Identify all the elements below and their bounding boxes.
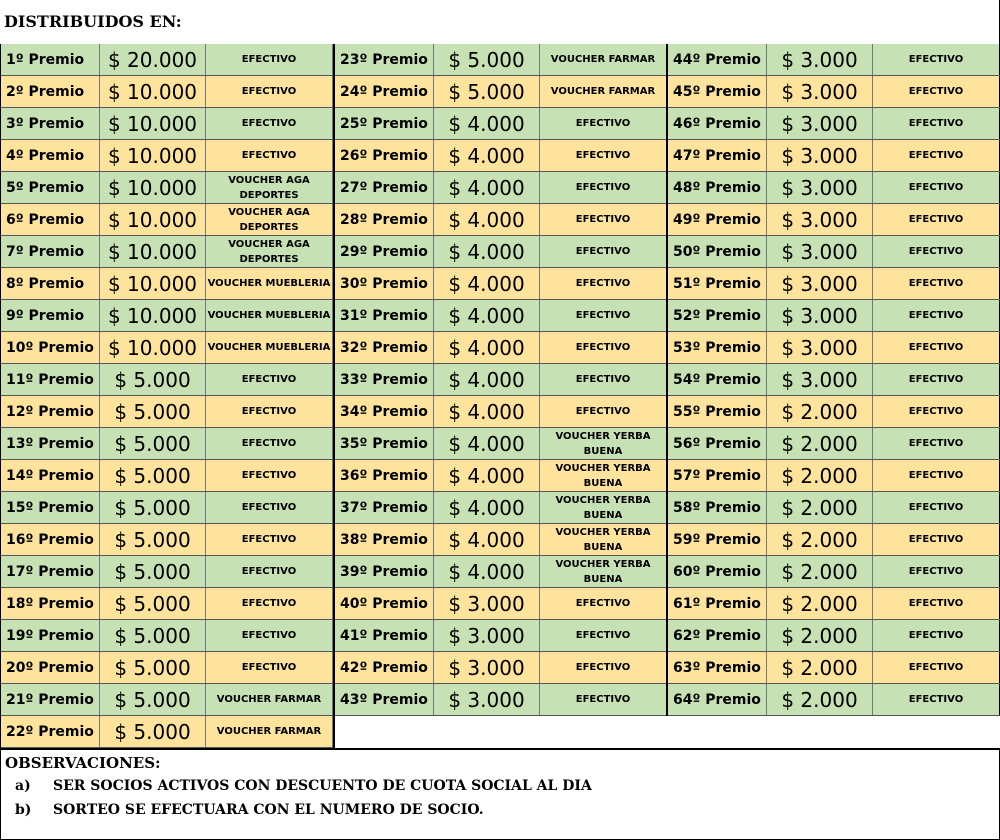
prize-row (334, 44, 667, 76)
prize-type: EFECTIVO (206, 140, 333, 171)
prize-rank: 45º Premio (667, 76, 767, 107)
prize-rank: 30º Premio (334, 268, 434, 299)
prize-type: EFECTIVO (540, 172, 667, 203)
prize-rank: 59º Premio (667, 524, 767, 555)
prize-row (667, 428, 1000, 460)
prize-rank: 14º Premio (0, 460, 100, 491)
prize-type: EFECTIVO (540, 396, 667, 427)
prize-rank: 17º Premio (0, 556, 100, 587)
prize-row (667, 364, 1000, 396)
prize-amount: $ 4.000 (434, 492, 540, 523)
prize-type: EFECTIVO (540, 684, 667, 715)
prize-amount: $ 3.000 (767, 204, 873, 235)
prize-row (0, 428, 333, 460)
prize-type: VOUCHER MUEBLERIA (206, 268, 333, 299)
prize-amount: $ 3.000 (434, 652, 540, 683)
prize-type: EFECTIVO (206, 492, 333, 523)
prize-rank: 16º Premio (0, 524, 100, 555)
prize-amount: $ 2.000 (767, 524, 873, 555)
prize-amount: $ 4.000 (434, 396, 540, 427)
prize-row (667, 300, 1000, 332)
prize-row (334, 268, 667, 300)
prize-amount: $ 2.000 (767, 588, 873, 619)
column-divider (333, 44, 335, 748)
prize-type: VOUCHER YERBA BUENA (540, 428, 667, 459)
prize-rank: 46º Premio (667, 108, 767, 139)
prize-amount: $ 5.000 (434, 76, 540, 107)
prize-rank: 23º Premio (334, 44, 434, 75)
prize-amount: $ 4.000 (434, 524, 540, 555)
prize-row (0, 332, 333, 364)
prize-amount: $ 5.000 (100, 588, 206, 619)
prize-row (334, 396, 667, 428)
prize-type: VOUCHER YERBA BUENA (540, 556, 667, 587)
prize-row (667, 556, 1000, 588)
prize-amount: $ 4.000 (434, 556, 540, 587)
prize-amount: $ 3.000 (767, 332, 873, 363)
prize-rank: 6º Premio (0, 204, 100, 235)
prize-row (667, 236, 1000, 268)
prize-rank: 5º Premio (0, 172, 100, 203)
prize-amount: $ 2.000 (767, 428, 873, 459)
prize-rank: 4º Premio (0, 140, 100, 171)
prize-row (0, 364, 333, 396)
prize-row (667, 684, 1000, 716)
prize-rank: 28º Premio (334, 204, 434, 235)
prize-rank: 29º Premio (334, 236, 434, 267)
prize-amount: $ 2.000 (767, 620, 873, 651)
prize-type: VOUCHER MUEBLERIA (206, 300, 333, 331)
prize-type: EFECTIVO (540, 204, 667, 235)
prize-rank: 39º Premio (334, 556, 434, 587)
prize-row (334, 460, 667, 492)
prize-row (0, 556, 333, 588)
prize-row (334, 684, 667, 716)
prize-amount: $ 3.000 (767, 172, 873, 203)
prize-amount: $ 4.000 (434, 332, 540, 363)
prize-row (334, 332, 667, 364)
prize-rank: 50º Premio (667, 236, 767, 267)
prize-rank: 44º Premio (667, 44, 767, 75)
prize-rank: 53º Premio (667, 332, 767, 363)
prize-amount: $ 3.000 (434, 684, 540, 715)
prize-type: EFECTIVO (873, 652, 1000, 683)
prize-row (334, 140, 667, 172)
prize-rank: 35º Premio (334, 428, 434, 459)
prize-row (0, 620, 333, 652)
prize-rank: 20º Premio (0, 652, 100, 683)
prize-type: EFECTIVO (873, 108, 1000, 139)
prize-type: EFECTIVO (873, 492, 1000, 523)
prize-rank: 22º Premio (0, 716, 100, 747)
prize-rank: 24º Premio (334, 76, 434, 107)
prize-amount: $ 2.000 (767, 492, 873, 523)
prize-row (667, 44, 1000, 76)
prize-amount: $ 5.000 (100, 652, 206, 683)
prize-type: VOUCHER AGA DEPORTES (206, 172, 333, 203)
prize-table (0, 44, 1000, 748)
prize-amount: $ 5.000 (100, 620, 206, 651)
prize-type: EFECTIVO (540, 652, 667, 683)
observation-marker: b) (15, 802, 32, 818)
prize-type: EFECTIVO (873, 364, 1000, 395)
prize-amount: $ 3.000 (434, 588, 540, 619)
prize-row (667, 76, 1000, 108)
prize-rank: 42º Premio (334, 652, 434, 683)
prize-rank: 47º Premio (667, 140, 767, 171)
prize-amount: $ 3.000 (767, 44, 873, 75)
prize-rank: 40º Premio (334, 588, 434, 619)
prize-amount: $ 2.000 (767, 460, 873, 491)
prize-amount: $ 4.000 (434, 460, 540, 491)
prize-rank: 43º Premio (334, 684, 434, 715)
prize-type: EFECTIVO (873, 44, 1000, 75)
prize-rank: 15º Premio (0, 492, 100, 523)
prize-type: EFECTIVO (873, 524, 1000, 555)
prize-type: EFECTIVO (206, 524, 333, 555)
prize-type: EFECTIVO (873, 588, 1000, 619)
prize-row (334, 108, 667, 140)
prize-amount: $ 4.000 (434, 108, 540, 139)
prize-rank: 33º Premio (334, 364, 434, 395)
prize-rank: 60º Premio (667, 556, 767, 587)
prize-rank: 38º Premio (334, 524, 434, 555)
prize-type: EFECTIVO (873, 556, 1000, 587)
prize-amount: $ 3.000 (767, 268, 873, 299)
prize-type: VOUCHER YERBA BUENA (540, 524, 667, 555)
prize-rank: 25º Premio (334, 108, 434, 139)
prize-row (334, 236, 667, 268)
prize-row (334, 172, 667, 204)
prize-amount: $ 10.000 (100, 268, 206, 299)
observations-box (0, 748, 1000, 840)
prize-type: EFECTIVO (873, 396, 1000, 427)
prize-rank: 31º Premio (334, 300, 434, 331)
prize-row (0, 588, 333, 620)
prize-rank: 52º Premio (667, 300, 767, 331)
prize-amount: $ 5.000 (100, 460, 206, 491)
prize-amount: $ 3.000 (767, 236, 873, 267)
prize-amount: $ 4.000 (434, 204, 540, 235)
prize-row (334, 492, 667, 524)
prize-amount: $ 3.000 (767, 108, 873, 139)
prize-row (0, 204, 333, 236)
prize-amount: $ 2.000 (767, 684, 873, 715)
prize-row (334, 204, 667, 236)
prize-rank: 8º Premio (0, 268, 100, 299)
prize-row (667, 268, 1000, 300)
prize-amount: $ 2.000 (767, 556, 873, 587)
prize-amount: $ 4.000 (434, 140, 540, 171)
prize-rank: 12º Premio (0, 396, 100, 427)
prize-type: EFECTIVO (206, 620, 333, 651)
prize-rank: 37º Premio (334, 492, 434, 523)
prize-type: EFECTIVO (873, 172, 1000, 203)
prize-row (334, 524, 667, 556)
observation-text: SER SOCIOS ACTIVOS CON DESCUENTO DE CUOTA SOCIAL AL DIA (53, 778, 592, 794)
prize-row (0, 108, 333, 140)
prize-type: VOUCHER FARMAR (206, 716, 333, 747)
prize-type: EFECTIVO (873, 684, 1000, 715)
prize-type: VOUCHER YERBA BUENA (540, 492, 667, 523)
observation-item (15, 802, 484, 818)
prize-type: EFECTIVO (873, 236, 1000, 267)
prize-row (0, 172, 333, 204)
prize-type: VOUCHER FARMAR (206, 684, 333, 715)
prize-rank: 51º Premio (667, 268, 767, 299)
prize-rank: 34º Premio (334, 396, 434, 427)
prize-amount: $ 5.000 (100, 428, 206, 459)
prize-type: EFECTIVO (873, 140, 1000, 171)
prize-amount: $ 5.000 (100, 684, 206, 715)
prize-amount: $ 10.000 (100, 108, 206, 139)
prize-type: EFECTIVO (206, 652, 333, 683)
prize-amount: $ 5.000 (100, 492, 206, 523)
prize-amount: $ 4.000 (434, 300, 540, 331)
prize-row (667, 492, 1000, 524)
prize-rank: 58º Premio (667, 492, 767, 523)
prize-amount: $ 5.000 (100, 556, 206, 587)
prize-row (0, 684, 333, 716)
prize-rank: 56º Premio (667, 428, 767, 459)
prize-amount: $ 5.000 (100, 524, 206, 555)
prize-row (334, 300, 667, 332)
prize-type: VOUCHER YERBA BUENA (540, 460, 667, 491)
prize-row (334, 364, 667, 396)
prize-amount: $ 10.000 (100, 300, 206, 331)
prize-type: EFECTIVO (540, 364, 667, 395)
prize-row (334, 428, 667, 460)
prize-type: EFECTIVO (873, 204, 1000, 235)
prize-amount: $ 10.000 (100, 204, 206, 235)
prize-row (0, 524, 333, 556)
prize-rank: 26º Premio (334, 140, 434, 171)
prize-type: EFECTIVO (206, 44, 333, 75)
prize-rank: 19º Premio (0, 620, 100, 651)
prize-row (667, 108, 1000, 140)
prize-type: EFECTIVO (206, 428, 333, 459)
page-title: DISTRIBUIDOS EN: (4, 12, 182, 31)
prize-rank: 13º Premio (0, 428, 100, 459)
prize-row (0, 396, 333, 428)
prize-row (334, 556, 667, 588)
prize-rank: 55º Premio (667, 396, 767, 427)
prize-rank: 27º Premio (334, 172, 434, 203)
prize-type: EFECTIVO (540, 620, 667, 651)
prize-amount: $ 2.000 (767, 396, 873, 427)
prize-row (0, 716, 333, 748)
prize-rank: 7º Premio (0, 236, 100, 267)
prize-rank: 11º Premio (0, 364, 100, 395)
prize-row (0, 460, 333, 492)
prize-row (667, 460, 1000, 492)
prize-rank: 54º Premio (667, 364, 767, 395)
prize-type: EFECTIVO (206, 588, 333, 619)
prize-amount: $ 10.000 (100, 332, 206, 363)
prize-row (0, 236, 333, 268)
prize-row (334, 76, 667, 108)
prize-type: EFECTIVO (540, 236, 667, 267)
prize-row (667, 524, 1000, 556)
prize-amount: $ 4.000 (434, 268, 540, 299)
prize-row (0, 44, 333, 76)
prize-type: EFECTIVO (873, 76, 1000, 107)
prize-amount: $ 10.000 (100, 236, 206, 267)
prize-type: VOUCHER AGA DEPORTES (206, 204, 333, 235)
prize-amount: $ 5.000 (100, 396, 206, 427)
prize-type: EFECTIVO (873, 620, 1000, 651)
prize-type: VOUCHER MUEBLERIA (206, 332, 333, 363)
observation-text: SORTEO SE EFECTUARA CON EL NUMERO DE SOCIO. (53, 802, 484, 818)
prize-amount: $ 3.000 (767, 364, 873, 395)
prize-type: EFECTIVO (873, 268, 1000, 299)
prize-amount: $ 10.000 (100, 172, 206, 203)
prize-type: EFECTIVO (206, 364, 333, 395)
prize-row (0, 652, 333, 684)
prize-row (334, 588, 667, 620)
prize-rank: 63º Premio (667, 652, 767, 683)
prize-amount: $ 10.000 (100, 140, 206, 171)
prize-row (667, 652, 1000, 684)
prize-amount: $ 4.000 (434, 364, 540, 395)
prize-rank: 36º Premio (334, 460, 434, 491)
prize-rank: 3º Premio (0, 108, 100, 139)
prize-type: EFECTIVO (206, 460, 333, 491)
prize-row (667, 140, 1000, 172)
observation-item (15, 778, 592, 794)
prize-amount: $ 5.000 (100, 716, 206, 747)
prize-rank: 21º Premio (0, 684, 100, 715)
prize-row (0, 492, 333, 524)
prize-amount: $ 5.000 (434, 44, 540, 75)
prize-amount: $ 3.000 (434, 620, 540, 651)
prize-rank: 61º Premio (667, 588, 767, 619)
prize-rank: 57º Premio (667, 460, 767, 491)
prize-type: EFECTIVO (206, 396, 333, 427)
prize-rank: 1º Premio (0, 44, 100, 75)
prize-row (0, 76, 333, 108)
observation-marker: a) (15, 778, 31, 794)
prize-type: EFECTIVO (873, 428, 1000, 459)
prize-amount: $ 5.000 (100, 364, 206, 395)
prize-type: EFECTIVO (206, 556, 333, 587)
prize-type: VOUCHER FARMAR (540, 44, 667, 75)
prize-type: EFECTIVO (540, 268, 667, 299)
prize-type: VOUCHER AGA DEPORTES (206, 236, 333, 267)
prize-rank: 9º Premio (0, 300, 100, 331)
prize-type: EFECTIVO (540, 108, 667, 139)
prize-amount: $ 3.000 (767, 76, 873, 107)
prize-row (334, 620, 667, 652)
prize-rank: 41º Premio (334, 620, 434, 651)
prize-amount: $ 10.000 (100, 76, 206, 107)
prize-type: EFECTIVO (540, 300, 667, 331)
prize-row (0, 300, 333, 332)
prize-amount: $ 20.000 (100, 44, 206, 75)
prize-type: EFECTIVO (540, 332, 667, 363)
column-divider (666, 44, 668, 716)
prize-row (667, 620, 1000, 652)
prize-type: EFECTIVO (873, 460, 1000, 491)
prize-rank: 10º Premio (0, 332, 100, 363)
observations-title: OBSERVACIONES: (5, 754, 161, 772)
prize-rank: 64º Premio (667, 684, 767, 715)
prize-row (0, 140, 333, 172)
prize-row (667, 172, 1000, 204)
prize-amount: $ 3.000 (767, 140, 873, 171)
prize-type: EFECTIVO (873, 300, 1000, 331)
prize-amount: $ 4.000 (434, 172, 540, 203)
prize-rank: 2º Premio (0, 76, 100, 107)
prize-type: EFECTIVO (540, 588, 667, 619)
prize-amount: $ 4.000 (434, 236, 540, 267)
prize-row (667, 204, 1000, 236)
prize-type: EFECTIVO (206, 76, 333, 107)
prize-type: EFECTIVO (206, 108, 333, 139)
prize-row (667, 396, 1000, 428)
prize-amount: $ 4.000 (434, 428, 540, 459)
prize-amount: $ 2.000 (767, 652, 873, 683)
prize-amount: $ 3.000 (767, 300, 873, 331)
prize-rank: 18º Premio (0, 588, 100, 619)
prize-rank: 49º Premio (667, 204, 767, 235)
prize-row (0, 268, 333, 300)
prize-type: EFECTIVO (540, 140, 667, 171)
prize-rank: 62º Premio (667, 620, 767, 651)
prize-type: EFECTIVO (873, 332, 1000, 363)
prize-rank: 32º Premio (334, 332, 434, 363)
prize-row (667, 588, 1000, 620)
prize-row (334, 652, 667, 684)
prize-type: VOUCHER FARMAR (540, 76, 667, 107)
prize-row (667, 332, 1000, 364)
prize-rank: 48º Premio (667, 172, 767, 203)
